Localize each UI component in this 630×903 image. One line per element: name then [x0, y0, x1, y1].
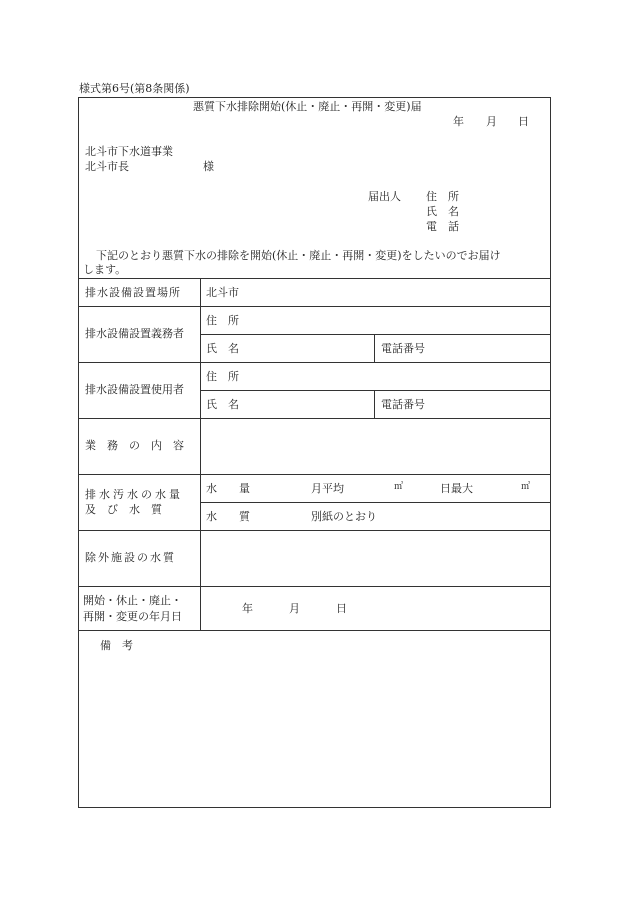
- facility-field[interactable]: [206, 552, 546, 566]
- rule: [78, 362, 551, 363]
- quality-value: 別紙のとおり: [311, 510, 377, 523]
- rule: [78, 418, 551, 419]
- daily-unit: ㎥: [521, 482, 531, 492]
- applicant-phone-label: 電 話: [426, 220, 459, 233]
- monthly-average-label: 月平均: [311, 482, 344, 495]
- business-label: 業 務 の 内 容: [85, 439, 184, 452]
- event-date-year[interactable]: 年: [242, 602, 253, 615]
- user-name-field[interactable]: 氏 名: [206, 398, 239, 411]
- user-phone-field[interactable]: 電話番号: [381, 398, 425, 411]
- date-label-line1: 開始・休止・廃止・: [83, 594, 182, 607]
- date-year: 年: [453, 115, 464, 128]
- event-date-month[interactable]: 月: [289, 602, 300, 615]
- recipient-line1: 北斗市下水道事業: [85, 145, 173, 158]
- obligor-name-field[interactable]: 氏 名: [206, 342, 239, 355]
- rule: [78, 278, 551, 279]
- recipient-line2: 北斗市長: [85, 160, 129, 173]
- date-label-line2: 再開・変更の年月日: [83, 610, 182, 623]
- location-value[interactable]: 北斗市: [206, 286, 239, 299]
- wastewater-label-line1: 排水汚水の水量: [85, 488, 183, 501]
- facility-label: 除外施設の水質: [85, 551, 176, 564]
- user-address-field[interactable]: 住 所: [206, 370, 239, 383]
- wastewater-label-line2: 及 び 水 質: [85, 503, 162, 516]
- monthly-unit: ㎥: [394, 482, 404, 492]
- rule: [200, 390, 551, 391]
- rule: [78, 306, 551, 307]
- event-date-day[interactable]: 日: [336, 602, 347, 615]
- applicant-label: 届出人: [368, 190, 401, 203]
- obligor-label: 排水設備設置義務者: [85, 327, 184, 340]
- statement-line2: します。: [83, 263, 127, 276]
- rule: [200, 502, 551, 503]
- obligor-address-field[interactable]: 住 所: [206, 314, 239, 327]
- form-title: 悪質下水排除開始(休止・廃止・再開・変更)届: [193, 100, 422, 113]
- location-label: 排水設備設置場所: [85, 286, 181, 299]
- applicant-name-label: 氏 名: [426, 205, 459, 218]
- user-label: 排水設備設置使用者: [85, 383, 184, 396]
- date-day: 日: [518, 115, 529, 128]
- column-divider: [374, 390, 375, 418]
- remarks-area[interactable]: [90, 660, 540, 800]
- obligor-phone-field[interactable]: 電話番号: [381, 342, 425, 355]
- column-divider: [374, 334, 375, 362]
- remarks-label: 備 考: [100, 639, 133, 652]
- rule: [78, 630, 551, 631]
- recipient-honorific: 様: [203, 160, 214, 173]
- rule: [78, 474, 551, 475]
- volume-label: 水 量: [206, 482, 250, 495]
- statement-line1: 下記のとおり悪質下水の排除を開始(休止・廃止・再開・変更)をしたいのでお届け: [96, 249, 501, 262]
- form-number: 様式第6号(第8条関係): [79, 82, 190, 95]
- rule: [200, 334, 551, 335]
- rule: [78, 530, 551, 531]
- column-divider: [200, 278, 201, 630]
- date-month: 月: [486, 115, 497, 128]
- rule: [78, 586, 551, 587]
- quality-label: 水 質: [206, 510, 250, 523]
- daily-max-label: 日最大: [440, 482, 473, 495]
- business-field[interactable]: [206, 440, 546, 454]
- applicant-address-label: 住 所: [426, 190, 459, 203]
